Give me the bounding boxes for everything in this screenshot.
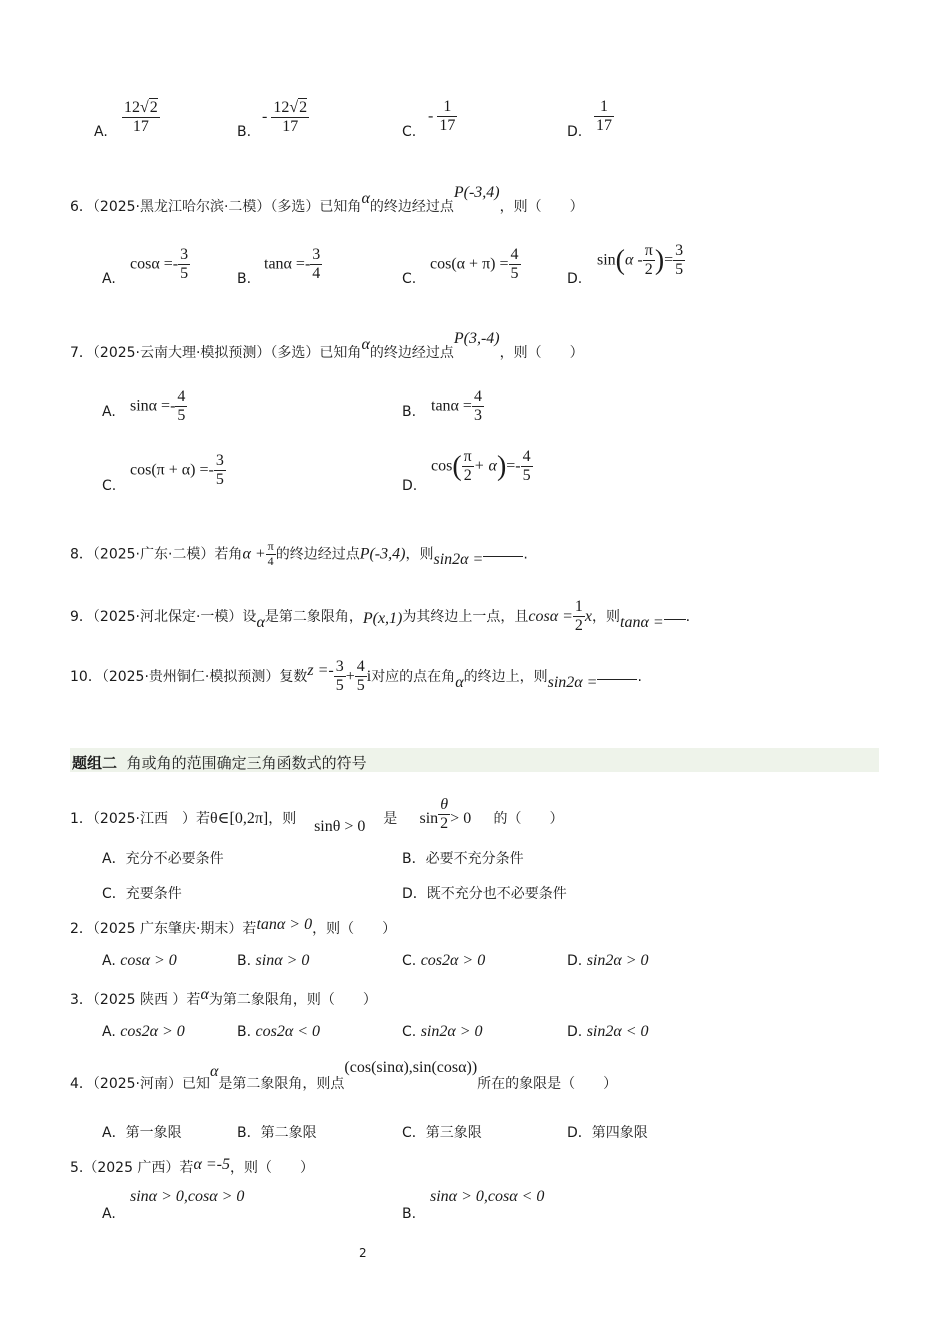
q5-a-rad: 2: [149, 99, 158, 116]
s2-question-2-stem: [70, 918, 396, 938]
q6-option-a-label: A.: [102, 271, 116, 287]
s2-question-4-stem: [70, 1059, 618, 1093]
s2q2-a-label: A.: [102, 953, 116, 969]
q7-a-den: 5: [177, 407, 186, 425]
s2q4-option-a: A．第一象限: [102, 1125, 182, 1141]
q7-d-eq: =-: [506, 457, 521, 475]
q6-option-d-label: D.: [567, 271, 583, 287]
q6-suffix: ，则（ ）: [499, 199, 584, 215]
s2q3-a-label: A.: [102, 1024, 116, 1040]
q7-prefix: 7．（2025·云南大理·模拟预测）（多选）已知角: [70, 345, 362, 361]
q9-point: P(x,1): [362, 609, 403, 627]
q6-mid: 的终边经过点: [369, 199, 454, 215]
s2q5-end: ，则（ ）: [229, 1160, 314, 1176]
q10-answer-blank[interactable]: [597, 679, 637, 680]
q5-option-b-label: B.: [237, 124, 252, 140]
s2q5-option-a-label: A.: [102, 1206, 116, 1222]
s2q2-b-value: sinα > 0: [255, 952, 310, 969]
q7-option-c-value: [130, 452, 226, 490]
q10-mid2: 的终边上，则: [463, 668, 548, 685]
q6-b-num: 3: [310, 246, 322, 265]
q7-b-num: 4: [472, 388, 484, 407]
q5-b-den: 17: [282, 118, 299, 136]
s2q2-b-label: B.: [237, 953, 252, 969]
s2q2-option-c: [402, 952, 485, 970]
s2q3-d-value: sin2α < 0: [586, 1023, 649, 1040]
q10-prefix: 10．（2025·贵州铜仁·模拟预测）复数: [70, 668, 308, 685]
s2q3-a-value: cos2α > 0: [120, 1023, 185, 1040]
q5-a-coef: 12: [124, 99, 140, 116]
s2q1-option-d: D．既不充分也不必要条件: [402, 886, 567, 902]
q10-z-expr: z =-: [307, 661, 334, 679]
q7-d-pi: π: [462, 448, 474, 467]
q6-c-den: 5: [510, 265, 519, 283]
s2q1-then: ，则: [268, 810, 297, 827]
q7-d-inner: + α: [473, 457, 497, 475]
q9-cond-x: x: [584, 607, 593, 625]
q7-d-num: 4: [521, 448, 533, 467]
q6-d-two: 2: [644, 261, 653, 279]
q10-d2: 5: [356, 677, 365, 695]
q5-option-d-value: [594, 98, 614, 136]
q6-option-b-label: B.: [237, 271, 252, 287]
s2-question-5-stem: [70, 1157, 314, 1177]
q9-end: .: [685, 608, 691, 625]
q9-prefix: 9．（2025·河北保定·一模）设: [70, 608, 257, 625]
question-10-stem: [70, 658, 642, 696]
s2q4-alpha: α: [210, 1063, 219, 1080]
q6-b-den: 4: [312, 265, 321, 283]
s2-question-3-stem: [70, 986, 377, 1009]
q9-mid: 是第二象限角，: [264, 608, 363, 625]
s2q1-prefix: 1．（2025·江西 ）若: [70, 810, 210, 827]
question-7-stem: [70, 330, 584, 362]
q10-i: i: [366, 667, 372, 685]
s2q5-option-b-value: sinα > 0,cosα < 0: [430, 1188, 545, 1205]
s2q3-option-c: [402, 1023, 483, 1041]
q6-option-c-value: [430, 246, 521, 284]
q9-mid2: 为其终边上一点，且: [402, 608, 529, 625]
q10-alpha: α: [455, 673, 464, 691]
q6-option-d-value: sin(α - $\frac{\pi}{2}$ )= $\frac{3}{5}$: [597, 242, 684, 279]
s2q1-q-den: 2: [440, 815, 449, 833]
q6-alpha: α: [361, 190, 370, 207]
s2q5-prefix: 5.（2025 广西）若: [70, 1160, 194, 1176]
q5-option-a-label: A.: [94, 124, 108, 140]
s2q4-mid: 是第二象限角，则点: [218, 1076, 345, 1092]
s2q2-c-label: C.: [402, 953, 417, 969]
q9-cond-pre: cosα =: [528, 607, 573, 625]
q10-n2: 4: [355, 658, 367, 677]
q5-c-num: 1: [437, 98, 457, 117]
s2q3-end: 为第二象限角，则（ ）: [208, 992, 377, 1008]
q10-mid: 对应的点在角: [371, 668, 456, 685]
s2q3-d-label: D.: [567, 1024, 583, 1040]
q7-suffix: ，则（ ）: [499, 345, 584, 361]
q5-a-den: 17: [132, 118, 149, 136]
q6-a-expr: cosα =-: [130, 255, 179, 273]
q5-d-num: 1: [594, 98, 614, 117]
s2q2-option-d: [567, 952, 649, 970]
question-8-stem: [70, 540, 528, 569]
q7-option-d-value: cos( $\frac{\pi}{2}$ + α)=- $\frac{4}{5}$: [431, 448, 531, 485]
s2q2-option-a: [102, 952, 177, 970]
q6-c-num: 4: [509, 246, 521, 265]
s2q2-end: ，则（ ）: [312, 921, 397, 937]
s2q4-prefix: 4．（2025·河南）已知: [70, 1076, 210, 1092]
q5-option-c-value: [428, 98, 457, 136]
q6-option-b-value: [264, 246, 322, 284]
q6-b-expr: tanα =-: [264, 255, 311, 273]
s2q3-option-d: [567, 1023, 649, 1041]
s2q2-d-label: D.: [567, 953, 583, 969]
q6-prefix: 6．（2025·黑龙江哈尔滨·二模）（多选）已知角: [70, 199, 362, 215]
s2q3-c-value: sin2α > 0: [420, 1023, 483, 1040]
section-2-header: [72, 752, 367, 773]
q8-four: 4: [267, 553, 274, 568]
q5-b-rad: 2: [299, 99, 308, 116]
s2q2-prefix: 2．（2025 广东肇庆·期末）若: [70, 921, 257, 937]
q7-mid: 的终边经过点: [369, 345, 454, 361]
q7-a-num: 4: [175, 388, 187, 407]
q7-option-c-label: C.: [102, 478, 117, 494]
q8-point: P(-3,4): [359, 545, 406, 563]
section-2-label: 题组二: [72, 754, 118, 772]
q5-option-d-label: D.: [567, 124, 583, 140]
q8-end: .: [523, 546, 528, 563]
s2q3-c-label: C.: [402, 1024, 417, 1040]
q9-then: ，则: [592, 608, 621, 625]
q7-c-den: 5: [215, 471, 224, 489]
q8-angle: α +: [242, 545, 266, 563]
q8-expr: sin2α =: [433, 551, 484, 569]
q7-option-b-value: [431, 388, 484, 426]
s2q3-alpha: α: [200, 986, 209, 1003]
q8-then: ，则: [405, 546, 434, 563]
q5-c-den: 17: [439, 117, 456, 135]
s2q1-cond: θ∈[0,2π]: [210, 809, 269, 827]
s2q1-q-post: > 0: [450, 809, 472, 827]
s2q5-option-a-value: sinα > 0,cosα > 0: [130, 1188, 245, 1205]
q5-option-a-value: $\frac{12√2}{17}$: [124, 99, 158, 136]
s2q2-d-value: sin2α > 0: [586, 952, 649, 969]
q6-d-eq: =: [664, 251, 674, 269]
q7-d-fn: cos: [431, 457, 453, 475]
s2-question-1-stem: [70, 796, 564, 838]
s2q3-option-a: [102, 1023, 185, 1041]
q6-d-inner: α -: [625, 251, 643, 269]
q9-cond-den: 2: [574, 617, 583, 635]
q5-c-sign: -: [428, 107, 434, 125]
s2q1-q-num: θ: [438, 796, 450, 815]
q7-c-num: 3: [214, 452, 226, 471]
q6-d-fn: sin: [597, 251, 616, 269]
s2q1-q-fn: sin: [419, 809, 439, 827]
s2q2-cond: tanα > 0: [256, 916, 313, 933]
q9-expr: tanα =: [620, 613, 664, 631]
s2q1-option-a: A．充分不必要条件: [102, 851, 224, 867]
question-9-stem: [70, 598, 690, 636]
q8-prefix: 8．（2025·广东·二模）若角: [70, 546, 243, 563]
q7-b-expr: tanα =: [431, 397, 472, 415]
s2q1-option-b: B．必要不充分条件: [402, 851, 524, 867]
q6-d-den: 5: [675, 261, 684, 279]
q7-option-a-value: [130, 388, 187, 426]
section-2-title: 角或角的范围确定三角函数式的符号: [126, 754, 367, 772]
s2q1-p: sinθ > 0: [314, 817, 366, 835]
q9-alpha: α: [256, 613, 265, 631]
s2q3-b-label: B.: [237, 1024, 252, 1040]
q6-a-num: 3: [178, 246, 190, 265]
s2q1-option-c: C．充要条件: [102, 886, 182, 902]
q6-option-c-label: C.: [402, 271, 417, 287]
q7-option-a-label: A.: [102, 404, 116, 420]
s2q4-option-c: C．第三象限: [402, 1125, 482, 1141]
q10-d1: 5: [335, 677, 344, 695]
q8-answer-blank[interactable]: [483, 556, 523, 557]
q5-option-b-value: - $\frac{12√2}{17}$: [262, 99, 308, 136]
q7-d-den: 5: [522, 467, 531, 485]
question-6-stem: [70, 184, 584, 216]
q7-option-d-label: D.: [402, 478, 418, 494]
q7-d-two: 2: [463, 467, 472, 485]
s2q2-c-value: cos2α > 0: [420, 952, 486, 969]
q7-a-expr: sinα =-: [130, 397, 176, 415]
q6-a-den: 5: [180, 265, 189, 283]
q6-d-pi: π: [643, 242, 655, 261]
q9-answer-blank[interactable]: [664, 619, 686, 620]
s2q3-option-b: [237, 1023, 320, 1041]
s2q5-cond: α =-5: [193, 1156, 230, 1173]
q10-expr: sin2α =: [547, 673, 598, 691]
q6-c-expr: cos(α + π) =: [430, 255, 509, 273]
q6-option-a-value: [130, 246, 190, 284]
s2q4-point: (cos(sinα),sin(cosα)): [344, 1059, 478, 1076]
q10-plus: +: [345, 667, 355, 685]
q6-point: P(-3,4): [453, 184, 500, 201]
q7-b-den: 3: [473, 407, 482, 425]
q10-n1: 3: [334, 658, 346, 677]
s2q5-option-b-label: B.: [402, 1206, 417, 1222]
q7-alpha: α: [361, 336, 370, 353]
page-number: 2: [359, 1246, 367, 1260]
s2q1-is: 是: [383, 810, 398, 827]
q10-end: .: [637, 668, 642, 685]
s2q3-prefix: 3．（2025 陕西 ）若: [70, 992, 201, 1008]
q7-c-expr: cos(π + α) =-: [130, 461, 214, 479]
s2q2-a-value: cosα > 0: [120, 952, 177, 969]
q8-mid: 的终边经过点: [275, 546, 360, 563]
q5-d-den: 17: [596, 117, 612, 135]
q8-pi: π: [267, 539, 274, 553]
q7-point: P(3,-4): [453, 330, 500, 347]
s2q4-option-b: B．第二象限: [237, 1125, 317, 1141]
s2q1-end: 的（ ）: [493, 810, 564, 827]
q5-option-c-label: C.: [402, 124, 417, 140]
s2q4-end: 所在的象限是（ ）: [477, 1076, 618, 1092]
q9-cond-num: 1: [573, 598, 585, 617]
q6-d-num: 3: [673, 242, 685, 261]
q7-option-b-label: B.: [402, 404, 417, 420]
s2q4-option-d: D．第四象限: [567, 1125, 648, 1141]
s2q3-b-value: cos2α < 0: [255, 1023, 321, 1040]
s2q2-option-b: [237, 952, 309, 970]
q5-b-sign: -: [262, 108, 268, 126]
q5-b-coef: 12: [273, 99, 290, 116]
